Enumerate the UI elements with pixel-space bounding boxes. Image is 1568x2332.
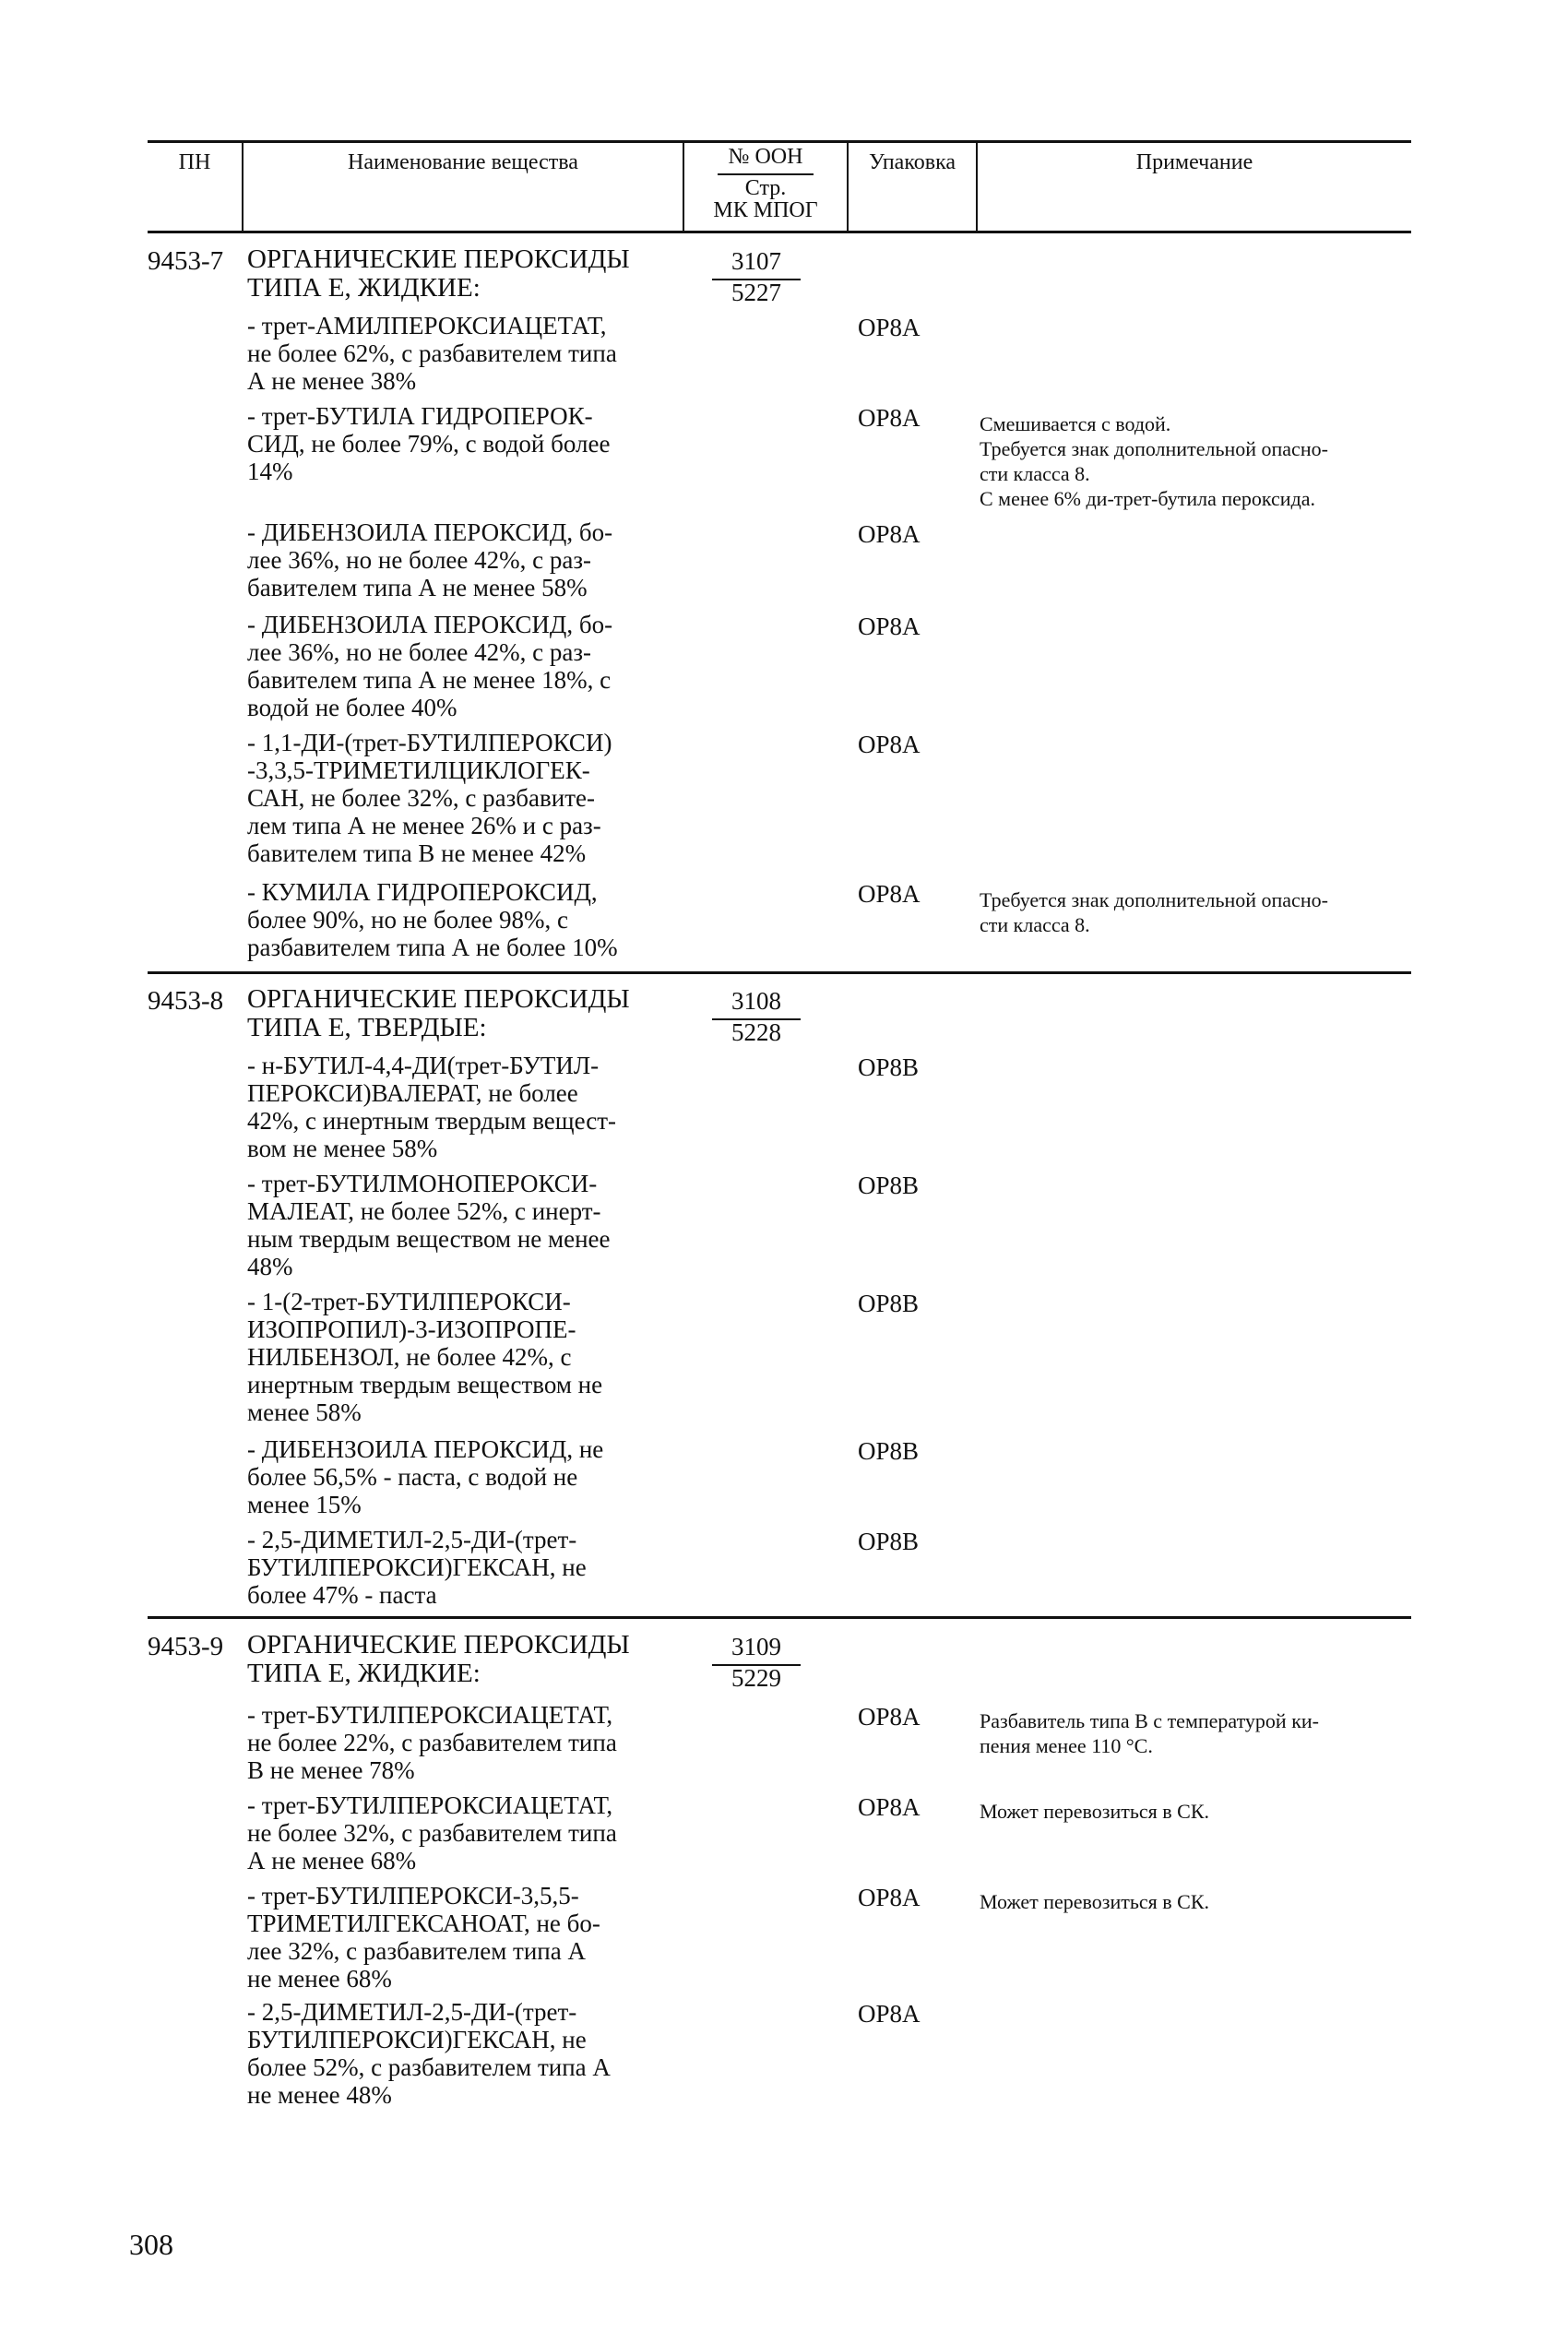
substance-name: - трет-БУТИЛПЕРОКСИ-3,5,5- ТРИМЕТИЛГЕКСАНОАТ, не бо- лее 32%, с разбавителем типа А не менее 68% — [247, 1882, 600, 1993]
substance-name: - трет-БУТИЛМОНОПЕРОКСИ- МАЛЕАТ, не более 52%, с инерт- ным твердым веществом не менее 48% — [247, 1170, 611, 1280]
substance-name: - 2,5-ДИМЕТИЛ-2,5-ДИ-(трет- БУТИЛПЕРОКСИ)ГЕКСАН, не более 47% - паста — [247, 1526, 587, 1609]
packing-code: OP8A — [858, 2000, 921, 2028]
un-number: 3108 — [731, 987, 781, 1015]
header-bottom-rule — [148, 231, 1411, 233]
packing-code: OP8B — [858, 1528, 920, 1555]
substance-name: - трет-БУТИЛА ГИДРОПЕРОК- СИД, не более 79%, с водой более 14% — [247, 402, 611, 485]
note-text: Требуется знак дополнительной опасно- сти класса 8. — [980, 888, 1328, 936]
packing-code: OP8A — [858, 404, 921, 432]
substance-name: - н-БУТИЛ-4,4-ДИ(трет-БУТИЛ- ПЕРОКСИ)ВАЛЕРАТ, не более 42%, с инертным твердым вещест- вом не менее 58% — [247, 1052, 617, 1162]
note-text: Разбавитель типа В с температурой ки- пения менее 110 °С. — [980, 1709, 1319, 1757]
header-packing: Упаковка — [868, 150, 956, 174]
packing-code: OP8A — [858, 520, 921, 548]
packing-code: OP8B — [858, 1053, 920, 1081]
group-divider — [148, 971, 1411, 974]
substance-name: - трет-АМИЛПЕРОКСИАЦЕТАТ, не более 62%, с разбавителем типа А не менее 38% — [247, 312, 617, 395]
substance-name: - ДИБЕНЗОИЛА ПЕРОКСИД, бо- лее 36%, но не более 42%, с раз- бавителем типа А не менее 58% — [247, 518, 613, 601]
packing-code: OP8A — [858, 731, 921, 758]
group-pn: 9453-7 — [148, 246, 224, 276]
substance-name: - трет-БУТИЛПЕРОКСИАЦЕТАТ, не более 22%, с разбавителем типа В не менее 78% — [247, 1701, 617, 1784]
packing-code: OP8A — [858, 1703, 921, 1731]
packing-code: OP8B — [858, 1290, 920, 1317]
note-text: Может перевозиться в СК. — [980, 1890, 1210, 1913]
group-title: ОРГАНИЧЕСКИЕ ПЕРОКСИДЫ ТИПА Е, ЖИДКИЕ: — [247, 244, 630, 303]
substance-name: - 1-(2-трет-БУТИЛПЕРОКСИ- ИЗОПРОПИЛ)-3-ИЗОПРОПЕ- НИЛБЕНЗОЛ, не более 42%, с инертным твердым веществом не менее 58% — [247, 1288, 603, 1426]
note-text: Смешивается с водой. Требуется знак дополнительной опасно- сти класса 8. С менее 6% ди-трет-бутила пероксида. — [980, 412, 1328, 510]
substance-name: - КУМИЛА ГИДРОПЕРОКСИД, более 90%, но не более 98%, с разбавителем типа А не более 10% — [247, 878, 618, 961]
page-number: 308 — [129, 2228, 173, 2261]
substance-name: - 1,1-ДИ-(трет-БУТИЛПЕРОКСИ) -3,3,5-ТРИМЕТИЛЦИКЛОГЕК- САН, не более 32%, с разбавите- лем типа А не менее 26% и с раз- бавителем типа В не менее 42% — [247, 729, 612, 867]
substance-name: - ДИБЕНЗОИЛА ПЕРОКСИД, бо- лее 36%, но не более 42%, с раз- бавителем типа А не менее 18%, с водой не более 40% — [247, 611, 613, 721]
packing-code: OP8A — [858, 1884, 921, 1911]
packing-code: OP8B — [858, 1172, 920, 1199]
un-number: 3107 — [731, 247, 781, 275]
group-title: ОРГАНИЧЕСКИЕ ПЕРОКСИДЫ ТИПА Е, ЖИДКИЕ: — [247, 1630, 630, 1688]
header-un: № ООН — [728, 145, 803, 169]
header-un-book: МК МПОГ — [713, 198, 818, 222]
packing-code: OP8A — [858, 314, 921, 341]
packing-code: OP8B — [858, 1437, 920, 1465]
substance-name: - ДИБЕНЗОИЛА ПЕРОКСИД, не более 56,5% - паста, с водой не менее 15% — [247, 1435, 604, 1518]
group-title: ОРГАНИЧЕСКИЕ ПЕРОКСИДЫ ТИПА Е, ТВЕРДЫЕ: — [247, 984, 630, 1042]
header-name: Наименование вещества — [348, 150, 578, 174]
packing-code: OP8A — [858, 613, 921, 640]
un-number: 3109 — [731, 1633, 781, 1660]
group-pn: 9453-8 — [148, 986, 224, 1016]
un-page: 5229 — [731, 1664, 781, 1692]
un-page: 5227 — [731, 279, 781, 306]
header-top-rule — [148, 140, 1411, 143]
un-page: 5228 — [731, 1018, 781, 1046]
packing-code: OP8A — [858, 880, 921, 908]
group-divider — [148, 1616, 1411, 1619]
packing-code: OP8A — [858, 1793, 921, 1821]
group-pn: 9453-9 — [148, 1632, 224, 1661]
substance-name: - трет-БУТИЛПЕРОКСИАЦЕТАТ, не более 32%, с разбавителем типа А не менее 68% — [247, 1791, 617, 1874]
header-note: Примечание — [1135, 150, 1253, 174]
note-text: Может перевозиться в СК. — [980, 1800, 1210, 1823]
header-pn: ПН — [178, 150, 211, 174]
substance-name: - 2,5-ДИМЕТИЛ-2,5-ДИ-(трет- БУТИЛПЕРОКСИ)ГЕКСАН, не более 52%, с разбавителем типа А не менее 48% — [247, 1998, 611, 2109]
header-un-page: Стр. — [744, 176, 787, 200]
